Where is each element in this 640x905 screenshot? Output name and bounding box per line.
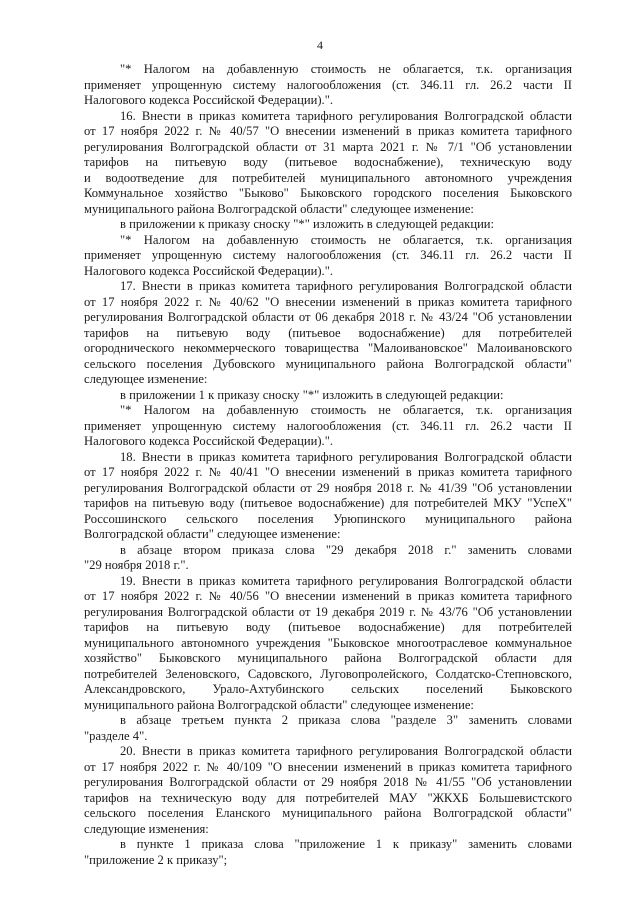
text-line: в абзаце третьем пункта 2 приказа слова "разделе 3" заменить словами — [120, 713, 572, 727]
text-line: тарифов на питьевую воду (питьевое водоснабжение) для потребителей — [84, 620, 572, 634]
text-line: Налогового кодекса Российской Федерации).". — [84, 263, 333, 278]
text-line: 16. Внести в приказ комитета тарифного регулирования Волгоградской области — [120, 108, 572, 123]
text-line: муниципального автономного учреждения "Быковское многоотраслевое коммунальное — [84, 635, 572, 650]
text-line: в пункте 1 приказа слова "приложение 1 к приказу" заменить словами — [120, 837, 572, 851]
text-line: огороднического некоммерческого товарищества "Малоивановское" Малоивановского — [84, 341, 572, 355]
text-line: "29 ноября 2018 г.". — [84, 558, 189, 572]
text-line: Коммунальное хозяйство "Быково" Быковского городского поселения Быковского — [84, 186, 572, 200]
text-line: сельского поселения Еланского муниципального района Волгоградской области" — [84, 806, 572, 820]
text-line: от 17 ноября 2022 г. № 40/109 "О внесении изменений в приказ комитета тарифного — [84, 759, 572, 774]
text-line: регулирования Волгоградской области от 06 декабря 2018 г. № 43/24 "Об установлении — [84, 310, 572, 324]
text-line: "* Налогом на добавленную стоимость не облагается, т.к. организация — [120, 62, 572, 76]
text-line: хозяйство" Быковского муниципального района Волгоградской области для — [84, 651, 572, 665]
text-line: от 17 ноября 2022 г. № 40/62 "О внесении изменений в приказ комитета тарифного — [84, 294, 572, 309]
text-line: "* Налогом на добавленную стоимость не облагается, т.к. организация — [120, 403, 572, 417]
text-line: следующие изменения: — [84, 821, 209, 836]
text-line: Налогового кодекса Российской Федерации).". — [84, 434, 333, 448]
text-line: 19. Внести в приказ комитета тарифного регулирования Волгоградской области — [120, 573, 572, 588]
text-line: 17. Внести в приказ комитета тарифного регулирования Волгоградской области — [120, 279, 572, 293]
text-line: регулирования Волгоградской области от 29 ноября 2018 г. № 41/39 "Об установлении — [84, 480, 572, 495]
text-line: "разделе 4". — [84, 728, 148, 743]
text-line: следующее изменение: — [84, 372, 208, 386]
text-line: от 17 ноября 2022 г. № 40/41 "О внесении изменений в приказ комитета тарифного — [84, 465, 572, 479]
text-line: применяет упрощенную систему налогообложения (ст. 346.11 гл. 26.2 части II — [84, 418, 572, 433]
text-line: тарифов на техническую воду для потребителей МАУ "ЖКХБ Большевистского — [84, 790, 572, 805]
text-line: муниципального района Волгоградской области" следующее изменение: — [84, 201, 474, 216]
text-line: в абзаце втором приказа слова "29 декабря 2018 г." заменить словами — [120, 542, 572, 557]
text-line: применяет упрощенную систему налогообложения (ст. 346.11 гл. 26.2 части II — [84, 248, 572, 262]
text-line: Александровского, Урало-Ахтубинского сельских поселений Быковского — [84, 682, 572, 696]
text-line: в приложении 1 к приказу сноску "*" изложить в следующей редакции: — [120, 387, 504, 402]
text-line: сельского поселения Дубовского муниципального района Волгоградской области" — [84, 356, 572, 371]
text-line: 20. Внести в приказ комитета тарифного регулирования Волгоградской области — [120, 744, 572, 758]
text-line: в приложении к приказу сноску "*" изложить в следующей редакции: — [120, 217, 495, 231]
text-line: муниципального района Волгоградской области" следующее изменение: — [84, 697, 474, 712]
text-line: 18. Внести в приказ комитета тарифного регулирования Волгоградской области — [120, 449, 572, 464]
text-line: от 17 ноября 2022 г. № 40/57 "О внесении изменений в приказ комитета тарифного — [84, 124, 572, 138]
text-line: регулирования Волгоградской области от 31 марта 2021 г. № 7/1 "Об установлении — [84, 139, 572, 154]
text-line: Налогового кодекса Российской Федерации).". — [84, 93, 333, 107]
text-line: Россошинского сельского поселения Урюпинского муниципального района — [84, 511, 572, 526]
text-line: и водоотведение для потребителей муниципального автономного учреждения — [84, 170, 572, 185]
document-body — [84, 62, 572, 868]
text-line: регулирования Волгоградской области от 19 декабря 2019 г. № 43/76 "Об установлении — [84, 604, 572, 619]
text-line: применяет упрощенную систему налогообложения (ст. 346.11 гл. 26.2 части II — [84, 77, 572, 92]
text-line: "приложение 2 к приказу"; — [84, 852, 228, 867]
text-line: Волгоградской области" следующее изменение: — [84, 527, 341, 541]
text-line: тарифов на питьевую воду (питьевое водоснабжение) для потребителей МКУ "УспеХ" — [84, 496, 572, 510]
page-number: 4 — [317, 38, 323, 52]
text-line: тарифов на питьевую воду (питьевое водоснабжение), техническую воду — [84, 155, 572, 169]
text-line: потребителей Зеленовского, Садовского, Луговопролейского, Солдатско-Степновского, — [84, 666, 572, 681]
text-line: "* Налогом на добавленную стоимость не облагается, т.к. организация — [120, 232, 572, 247]
text-line: регулирования Волгоградской области от 29 ноября 2018 № 41/55 "Об установлении — [84, 775, 572, 789]
text-line: тарифов на питьевую воду (питьевое водоснабжение) для потребителей — [84, 325, 572, 340]
text-line: от 17 ноября 2022 г. № 40/56 "О внесении изменений в приказ комитета тарифного — [84, 589, 572, 603]
